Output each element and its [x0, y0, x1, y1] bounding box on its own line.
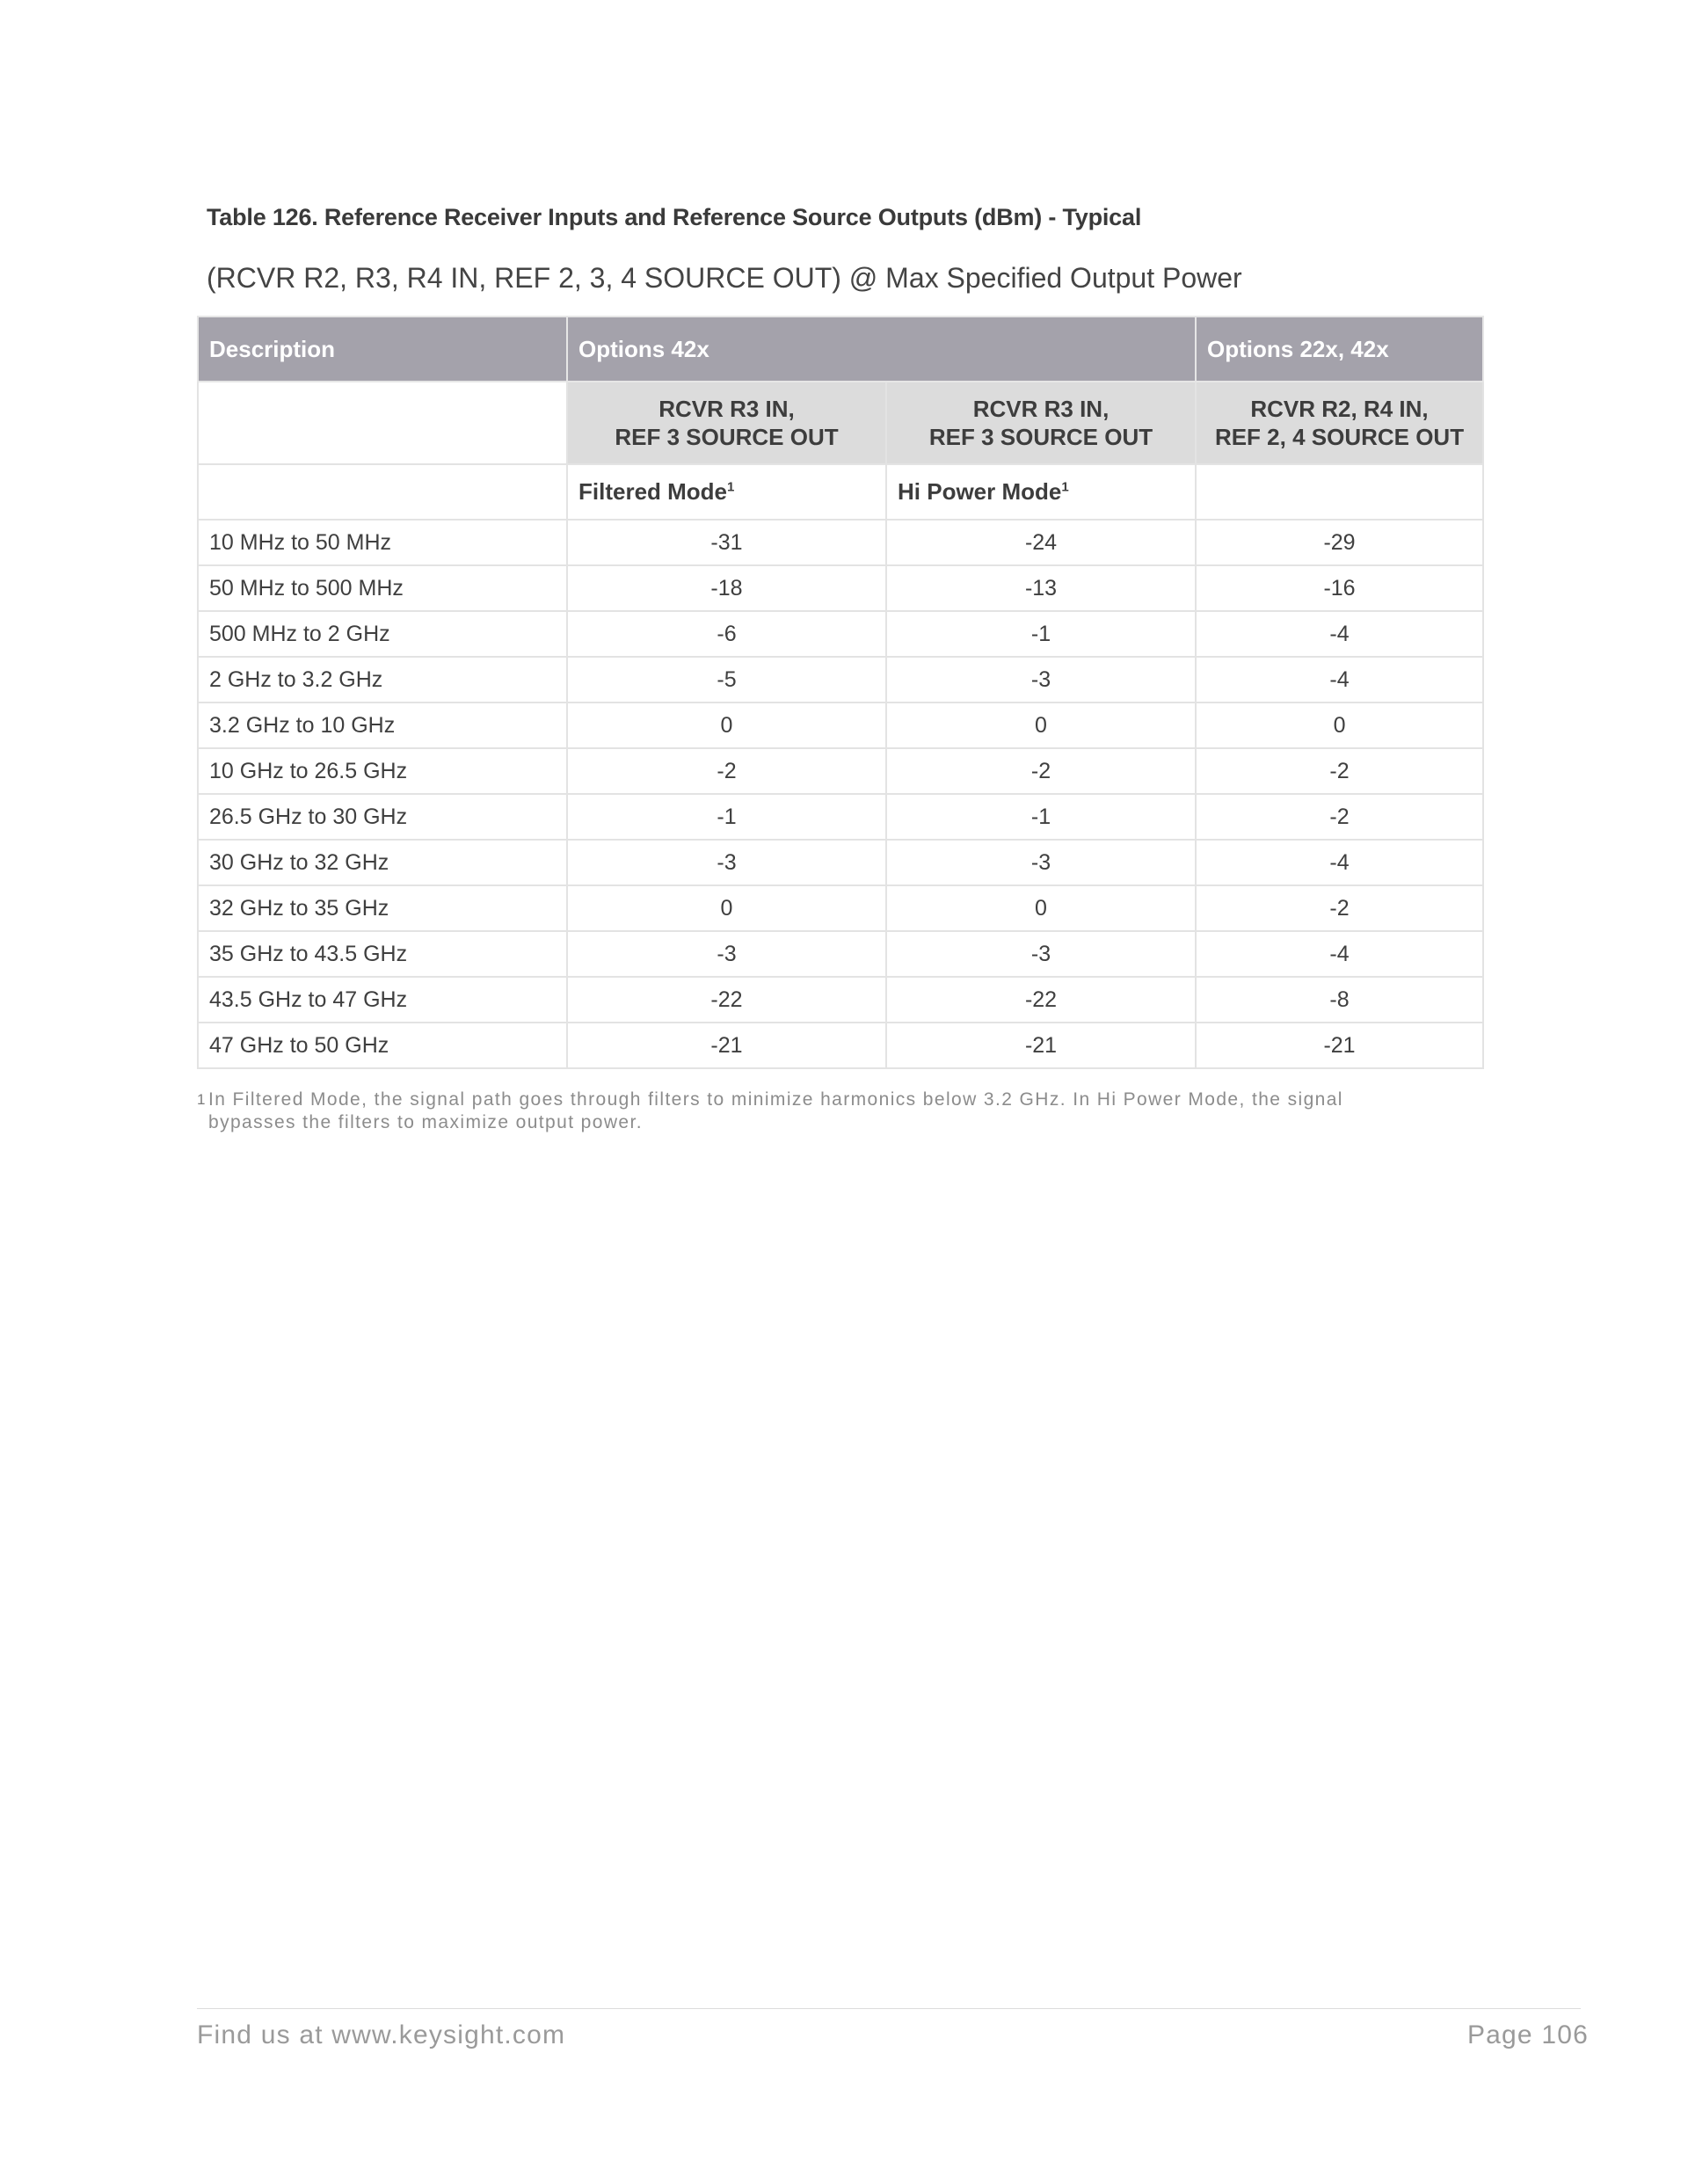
table-mode-row [198, 464, 1483, 520]
subheader-empty-cell [198, 382, 567, 464]
cell-r2-r4: -21 [1196, 1023, 1483, 1068]
cell-filtered-mode: -1 [567, 794, 886, 840]
cell-filtered-mode: -21 [567, 1023, 886, 1068]
footnote-ref: 1 [727, 479, 735, 495]
cell-r2-r4: -2 [1196, 748, 1483, 794]
cell-filtered-mode: -6 [567, 611, 886, 657]
cell-frequency-range: 10 GHz to 26.5 GHz [198, 748, 567, 794]
table-row [198, 931, 1483, 977]
cell-r2-r4: -29 [1196, 520, 1483, 565]
cell-frequency-range: 43.5 GHz to 47 GHz [198, 977, 567, 1023]
subheader-rcvr-r3-filtered [567, 382, 886, 464]
footer-divider [197, 2008, 1581, 2009]
mode-filtered-cell [567, 464, 886, 520]
subheader-line1: RCVR R3 IN, [658, 396, 795, 422]
cell-filtered-mode: -3 [567, 840, 886, 885]
mode-empty-cell [1196, 464, 1483, 520]
cell-hi-power-mode: -3 [886, 840, 1196, 885]
cell-filtered-mode: -5 [567, 657, 886, 703]
cell-hi-power-mode: -22 [886, 977, 1196, 1023]
cell-hi-power-mode: -21 [886, 1023, 1196, 1068]
mode-filtered-label: Filtered Mode [578, 478, 728, 505]
table-row [198, 748, 1483, 794]
cell-hi-power-mode: 0 [886, 703, 1196, 748]
cell-hi-power-mode: -1 [886, 611, 1196, 657]
cell-r2-r4: -4 [1196, 931, 1483, 977]
cell-r2-r4: -4 [1196, 657, 1483, 703]
cell-r2-r4: -4 [1196, 611, 1483, 657]
table-row [198, 611, 1483, 657]
cell-hi-power-mode: -2 [886, 748, 1196, 794]
cell-r2-r4: 0 [1196, 703, 1483, 748]
subheader-line2: REF 3 SOURCE OUT [615, 424, 839, 450]
mode-empty-cell [198, 464, 567, 520]
cell-frequency-range: 26.5 GHz to 30 GHz [198, 794, 567, 840]
cell-frequency-range: 30 GHz to 32 GHz [198, 840, 567, 885]
cell-r2-r4: -4 [1196, 840, 1483, 885]
cell-filtered-mode: 0 [567, 703, 886, 748]
cell-frequency-range: 2 GHz to 3.2 GHz [198, 657, 567, 703]
cell-hi-power-mode: -13 [886, 565, 1196, 611]
table-row [198, 657, 1483, 703]
cell-filtered-mode: 0 [567, 885, 886, 931]
cell-r2-r4: -2 [1196, 885, 1483, 931]
footnote-text: In Filtered Mode, the signal path goes through filters to minimize harmonics below 3.2 GHz. In Hi Power Mode, the signal bypasses the filters to maximize output power. [208, 1089, 1343, 1132]
header-options-22x-42x: Options 22x, 42x [1196, 317, 1483, 382]
footnote-ref: 1 [1061, 479, 1069, 495]
cell-hi-power-mode: -24 [886, 520, 1196, 565]
cell-filtered-mode: -22 [567, 977, 886, 1023]
cell-r2-r4: -16 [1196, 565, 1483, 611]
subheader-line2: REF 3 SOURCE OUT [928, 424, 1153, 450]
mode-hipower-label: Hi Power Mode [898, 478, 1062, 505]
header-options-42x: Options 42x [567, 317, 1196, 382]
table-row [198, 565, 1483, 611]
subheader-line1: RCVR R2, R4 IN, [1250, 396, 1429, 422]
cell-hi-power-mode: -3 [886, 657, 1196, 703]
cell-filtered-mode: -31 [567, 520, 886, 565]
cell-frequency-range: 35 GHz to 43.5 GHz [198, 931, 567, 977]
cell-filtered-mode: -3 [567, 931, 886, 977]
subheader-line1: RCVR R3 IN, [972, 396, 1110, 422]
cell-r2-r4: -8 [1196, 977, 1483, 1023]
table-header-row [198, 317, 1483, 382]
table-subheader-row [198, 382, 1483, 464]
table-row [198, 977, 1483, 1023]
mode-hipower-cell [886, 464, 1196, 520]
table-row [198, 885, 1483, 931]
footnote [197, 1088, 1410, 1134]
table-row [198, 840, 1483, 885]
table-row [198, 520, 1483, 565]
footer-page-number: Page 106 [1466, 2020, 1589, 2049]
cell-filtered-mode: -18 [567, 565, 886, 611]
cell-frequency-range: 32 GHz to 35 GHz [198, 885, 567, 931]
table-row [198, 1023, 1483, 1068]
cell-frequency-range: 47 GHz to 50 GHz [198, 1023, 567, 1068]
cell-r2-r4: -2 [1196, 794, 1483, 840]
cell-hi-power-mode: -1 [886, 794, 1196, 840]
footer-website: Find us at www.keysight.com [197, 2020, 566, 2049]
header-description: Description [198, 317, 567, 382]
cell-frequency-range: 500 MHz to 2 GHz [198, 611, 567, 657]
spec-table [197, 316, 1484, 1069]
table-subtitle: (RCVR R2, R3, R4 IN, REF 2, 3, 4 SOURCE OUT) @ Max Specified Output Power [207, 262, 1242, 294]
subheader-line2: REF 2, 4 SOURCE OUT [1214, 424, 1465, 450]
subheader-rcvr-r3-hipower [886, 382, 1196, 464]
cell-frequency-range: 10 MHz to 50 MHz [198, 520, 567, 565]
table-row [198, 703, 1483, 748]
cell-frequency-range: 3.2 GHz to 10 GHz [198, 703, 567, 748]
table-caption: Table 126. Reference Receiver Inputs and Reference Source Outputs (dBm) - Typical [207, 204, 1142, 230]
cell-frequency-range: 50 MHz to 500 MHz [198, 565, 567, 611]
table-row [198, 794, 1483, 840]
cell-hi-power-mode: 0 [886, 885, 1196, 931]
subheader-rcvr-r2-r4 [1196, 382, 1483, 464]
footnote-mark: 1 [197, 1091, 206, 1108]
cell-filtered-mode: -2 [567, 748, 886, 794]
cell-hi-power-mode: -3 [886, 931, 1196, 977]
